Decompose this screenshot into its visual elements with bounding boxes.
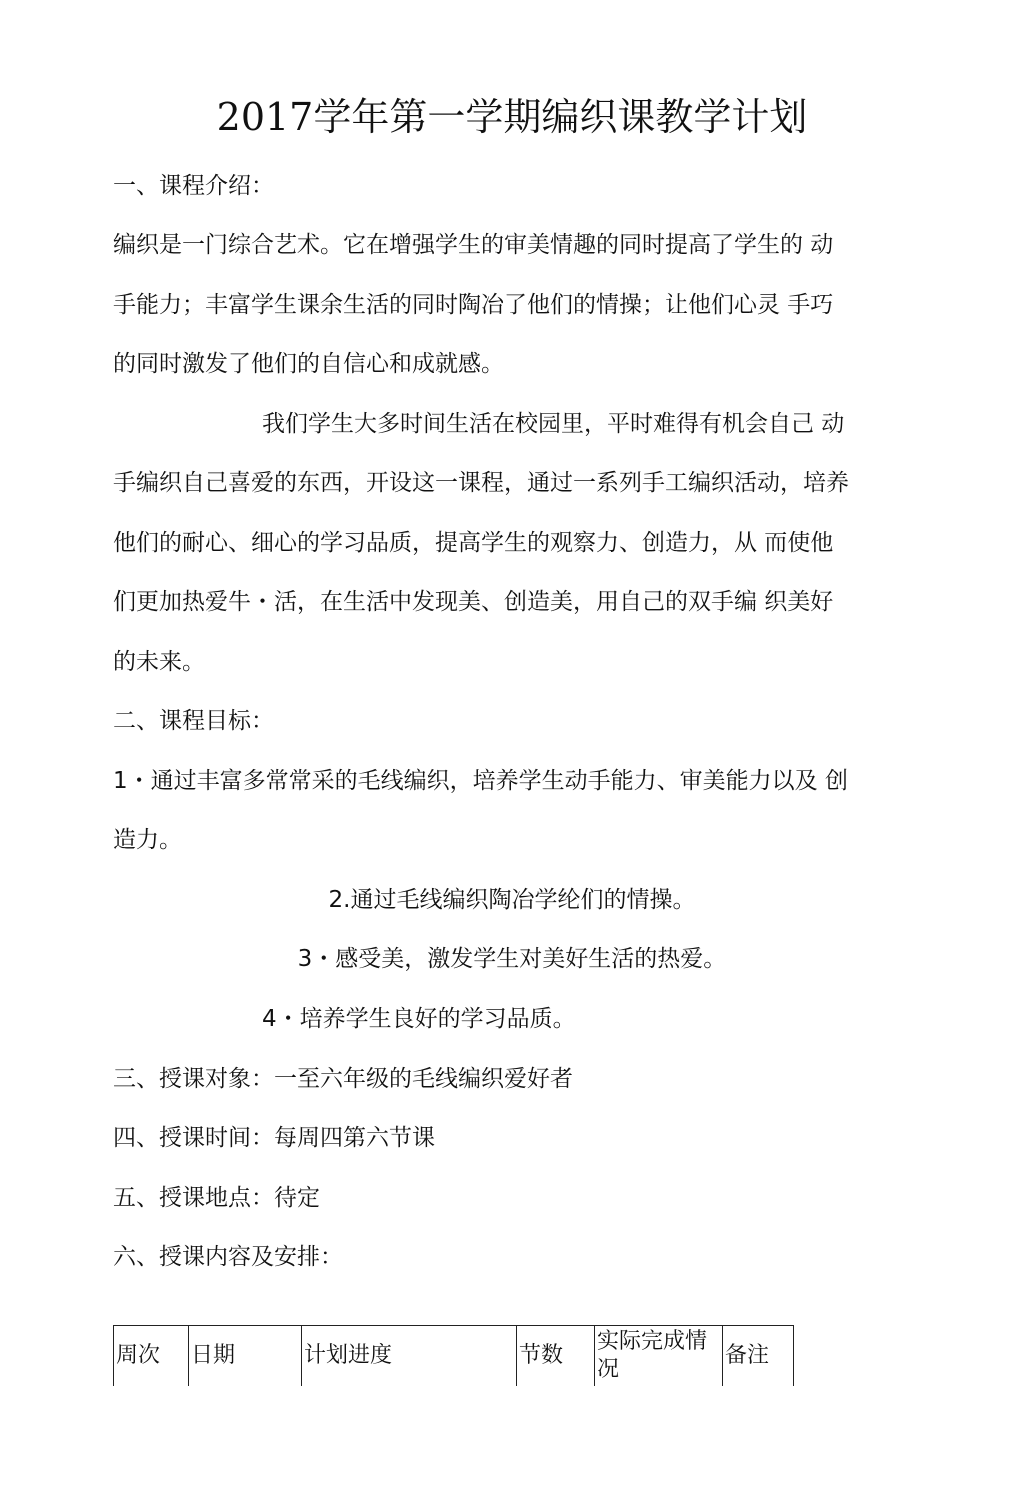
section-heading-course-intro: 一、课程介绍：: [113, 173, 274, 199]
table-header-cell: 周次: [114, 1326, 189, 1387]
goal-line: 4・培养学生良好的学习品质。: [262, 1006, 576, 1032]
paragraph-line: 编织是一门综合艺术。它在增强学生的审美情趣的同时提高了学生的 动: [113, 232, 834, 258]
paragraph-line: 他们的耐心、细心的学习品质，提高学生的观察力、创造力，从 而使他: [113, 530, 834, 556]
section-heading-course-goals: 二、课程目标：: [113, 708, 274, 734]
paragraph-line: 的同时激发了他们的自信心和成就感。: [113, 351, 504, 377]
schedule-table: [113, 1325, 794, 1386]
goal-line: 造力。: [113, 827, 182, 853]
table-header-row: [114, 1326, 794, 1387]
table-header-cell: 节数: [517, 1326, 595, 1387]
paragraph-line: 的未来。: [113, 649, 205, 675]
goal-line: 3・感受美，激发学生对美好生活的热爱。: [297, 946, 727, 972]
table-header-cell: 备注: [723, 1326, 794, 1387]
paragraph-line: 我们学生大多时间生活在校园里，平时难得有机会自己 动: [262, 411, 845, 437]
paragraph-line: 们更加热爱牛・活，在生活中发现美、创造美，用自己的双手编 织美好: [113, 589, 834, 615]
table-header-cell: 实际完成情况: [595, 1326, 723, 1387]
section-heading-audience: 三、授课对象：一至六年级的毛线编织爱好者: [113, 1066, 573, 1092]
section-heading-location: 五、授课地点：待定: [113, 1185, 320, 1211]
section-heading-content: 六、授课内容及安排：: [113, 1244, 343, 1270]
paragraph-line: 手能力；丰富学生课余生活的同时陶冶了他们的情操；让他们心灵 手巧: [113, 292, 834, 318]
document-title: 2017学年第一学期编织课教学计划: [216, 95, 808, 139]
table-header-cell: 日期: [189, 1326, 302, 1387]
section-heading-time: 四、授课时间：每周四第六节课: [113, 1125, 435, 1151]
paragraph-line: 手编织自己喜爱的东西，开设这一课程，通过一系列手工编织活动，培养: [113, 470, 849, 496]
goal-line: 1・通过丰富多常常采的毛线编织，培养学生动手能力、审美能力以及 创: [113, 768, 848, 794]
table-header-cell: 计划进度: [302, 1326, 517, 1387]
goal-line: 2.通过毛线编织陶冶学纶们的情操。: [328, 887, 696, 913]
